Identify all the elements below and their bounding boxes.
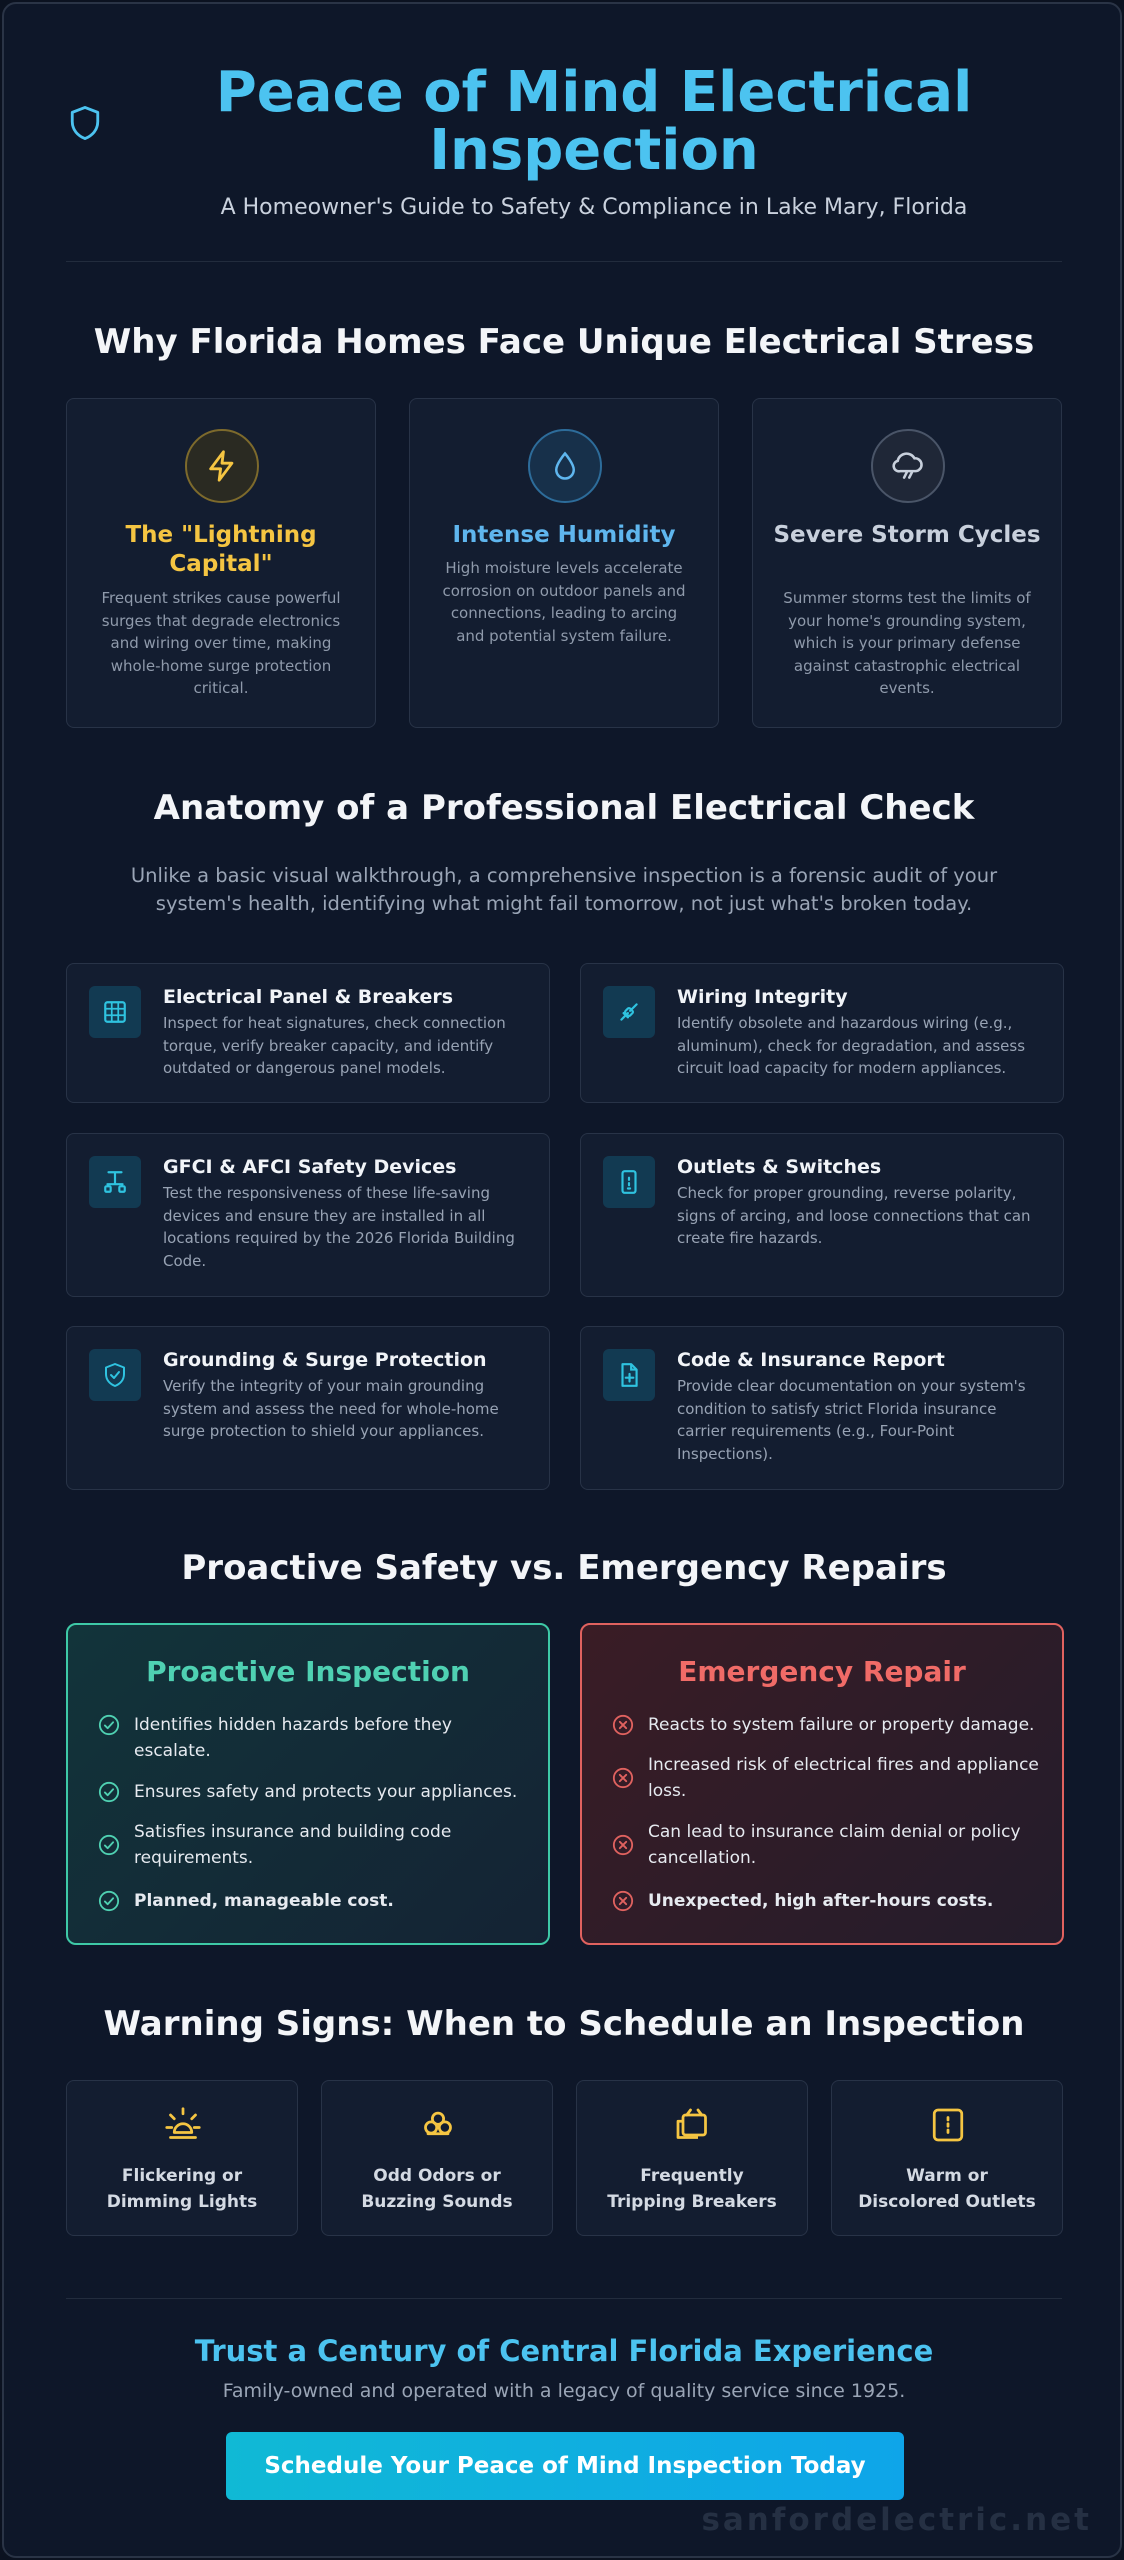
page-subtitle: A Homeowner's Guide to Safety & Compliance in Lake Mary, Florida <box>220 195 968 220</box>
emergency-heading: Emergency Repair <box>678 1655 966 1688</box>
florida-card-heading: Severe Storm Cycles <box>773 522 1041 548</box>
warning-label: Warm or Discolored Outlets <box>858 2166 1036 2212</box>
florida-card-storm <box>752 398 1062 728</box>
warning-section-title: Warning Signs: When to Schedule an Inspection <box>103 2004 1025 2044</box>
compare-section-title: Proactive Safety vs. Emergency Repairs <box>181 1548 947 1588</box>
emergency-item-text: Increased risk of electrical fires and appliance loss. <box>648 1755 1039 1801</box>
watermark: sanfordelectric.net <box>701 2502 1092 2538</box>
breaker-icon <box>673 2105 713 2145</box>
check-circle-icon <box>98 1781 120 1803</box>
droplet-icon <box>528 429 602 503</box>
x-circle-icon <box>612 1890 634 1912</box>
x-circle-icon <box>612 1834 634 1856</box>
anatomy-card-grounding <box>66 1326 550 1490</box>
check-circle-icon <box>98 1890 120 1912</box>
florida-card-lightning <box>66 398 376 728</box>
warning-label: Flickering or Dimming Lights <box>106 2166 258 2212</box>
warning-card-odors <box>321 2080 553 2236</box>
proactive-heading: Proactive Inspection <box>146 1655 470 1688</box>
emergency-item-text: Reacts to system failure or property damage. <box>648 1715 1035 1735</box>
warning-card-breakers <box>576 2080 808 2236</box>
anatomy-card-report <box>580 1326 1064 1490</box>
anatomy-intro: Unlike a basic visual walkthrough, a comprehensive inspection is a forensic audit of your system's health, identifying what might fail tomorrow, not just what's broken today. <box>130 864 998 915</box>
warning-label: Frequently Tripping Breakers <box>607 2166 777 2212</box>
emergency-item-text: Unexpected, high after-hours costs. <box>648 1891 994 1911</box>
warning-label: Odd Odors or Buzzing Sounds <box>361 2166 513 2212</box>
shield-icon <box>68 104 102 142</box>
proactive-item-text: Planned, manageable cost. <box>134 1891 394 1911</box>
anatomy-card-title: GFCI & AFCI Safety Devices <box>163 1156 457 1178</box>
proactive-card <box>66 1623 550 1945</box>
schedule-inspection-button[interactable]: Schedule Your Peace of Mind Inspection Today <box>226 2432 904 2500</box>
check-circle-icon <box>98 1834 120 1856</box>
anatomy-section-title: Anatomy of a Professional Electrical Check <box>153 788 975 828</box>
proactive-item-text: Satisfies insurance and building code requirements. <box>134 1822 452 1868</box>
anatomy-card-text: Inspect for heat signatures, check connection torque, verify breaker capacity, and identify outdated or dangerous panel models. <box>163 1014 506 1077</box>
panel-grid-icon <box>89 986 141 1038</box>
wiring-icon <box>603 986 655 1038</box>
florida-card-humidity <box>409 398 719 728</box>
anatomy-card-outlets <box>580 1133 1064 1297</box>
anatomy-card-text: Provide clear documentation on your system's condition to satisfy strict Florida insurance carrier requirements (e.g., Four-Point Inspections). <box>677 1377 1026 1463</box>
florida-card-text: Frequent strikes cause powerful surges that degrade electronics and wiring over time, making whole-home surge protection critical. <box>101 589 341 697</box>
warning-card-flickering <box>66 2080 298 2236</box>
trust-heading: Trust a Century of Central Florida Experience <box>194 2334 934 2368</box>
emergency-item-text: Can lead to insurance claim denial or policy cancellation. <box>648 1822 1021 1868</box>
anatomy-card-text: Identify obsolete and hazardous wiring (e.g., aluminum), check for degradation, and assess circuit load capacity for modern appliances. <box>677 1014 1026 1077</box>
flickering-light-icon <box>163 2105 203 2145</box>
storm-cloud-icon <box>871 429 945 503</box>
footer-divider <box>66 2298 1062 2299</box>
anatomy-card-text: Test the responsiveness of these life-saving devices and ensure they are installed in all locations required by the 2026 Florida Building Code. <box>163 1184 515 1270</box>
anatomy-card-gfci <box>66 1133 550 1297</box>
anatomy-card-panel <box>66 963 550 1103</box>
infographic-frame <box>2 2 1122 2558</box>
anatomy-card-title: Outlets & Switches <box>677 1156 882 1178</box>
circuit-device-icon <box>89 1156 141 1208</box>
anatomy-card-title: Electrical Panel & Breakers <box>163 986 454 1008</box>
odor-icon <box>418 2105 458 2145</box>
proactive-item-text: Ensures safety and protects your appliances. <box>134 1782 518 1802</box>
shield-check-icon <box>89 1349 141 1401</box>
florida-card-heading: The "Lightning Capital" <box>125 522 317 577</box>
anatomy-card-text: Verify the integrity of your main grounding system and assess the need for whole-home surge protection to shield your appliances. <box>163 1377 499 1440</box>
content-column <box>66 4 1062 2479</box>
anatomy-card-title: Grounding & Surge Protection <box>163 1349 487 1371</box>
anatomy-card-title: Code & Insurance Report <box>677 1349 945 1371</box>
florida-card-text: High moisture levels accelerate corrosion on outdoor panels and connections, leading to arcing and potential system failure. <box>442 559 686 645</box>
x-circle-icon <box>612 1714 634 1736</box>
anatomy-card-title: Wiring Integrity <box>677 986 848 1008</box>
lightning-icon <box>185 429 259 503</box>
header <box>66 4 1062 262</box>
family-text: Family-owned and operated with a legacy of quality service since 1925. <box>222 2380 906 2402</box>
warning-card-outlets <box>831 2080 1063 2236</box>
anatomy-card-wiring <box>580 963 1064 1103</box>
florida-section-title: Why Florida Homes Face Unique Electrical Stress <box>93 322 1035 362</box>
florida-card-text: Summer storms test the limits of your home's grounding system, which is your primary defense against catastrophic electrical events. <box>783 589 1031 697</box>
emergency-card <box>580 1623 1064 1945</box>
report-document-icon <box>603 1349 655 1401</box>
anatomy-card-text: Check for proper grounding, reverse polarity, signs of arcing, and loose connections that can create fire hazards. <box>677 1184 1031 1247</box>
x-circle-icon <box>612 1767 634 1789</box>
outlet-icon <box>603 1156 655 1208</box>
warm-outlet-icon <box>928 2105 968 2145</box>
florida-card-heading: Intense Humidity <box>452 522 676 548</box>
page-title: Peace of Mind Electrical Inspection <box>215 60 973 183</box>
proactive-item-text: Identifies hidden hazards before they escalate. <box>134 1715 452 1761</box>
check-circle-icon <box>98 1714 120 1736</box>
